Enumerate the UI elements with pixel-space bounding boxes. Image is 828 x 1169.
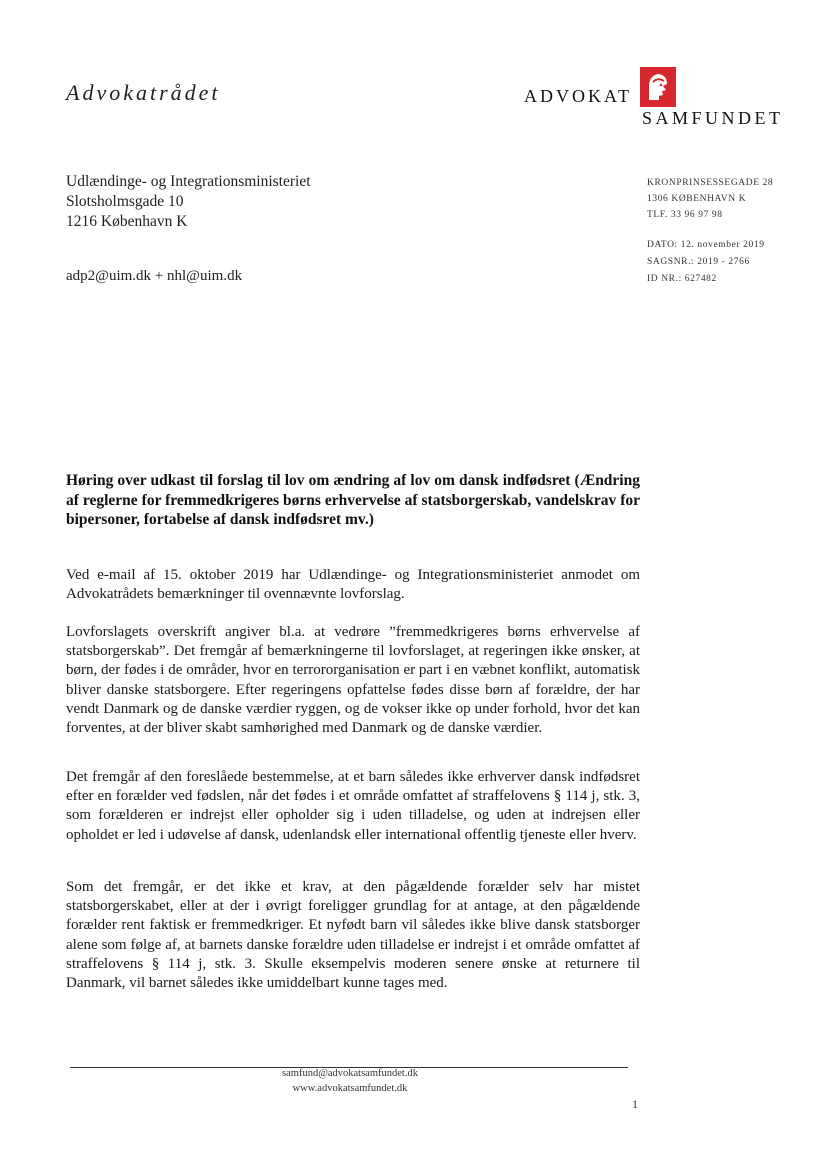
- sender-street: KRONPRINSESSEGADE 28: [647, 178, 774, 188]
- advokatsamfundet-logo-bottom: SAMFUNDET: [642, 108, 784, 128]
- page-number: 1: [632, 1097, 638, 1111]
- id-number: ID NR.: 627482: [647, 274, 717, 284]
- letter-date: DATO: 12. november 2019: [647, 240, 765, 250]
- recipient-email: adp2@uim.dk + nhl@uim.dk: [66, 268, 243, 284]
- paragraph-1: Ved e-mail af 15. oktober 2019 har Udlændinge- og Integrationsministeriet anmodet om Advokatrådets bemærkninger til ovennævnte lovforslag.: [66, 567, 640, 603]
- advokatraadet-logo-text: Advokatrådet: [66, 80, 221, 105]
- footer-website: www.advokatsamfundet.dk: [292, 1083, 408, 1094]
- letter-subject: Høring over udkast til forslag til lov om ændring af lov om dansk indfødsret (Ændring af reglerne for fremmedkrigeres børns erhvervelse af statsborgerskab, vandelskrav for bipersoner, fortabelse af dansk indfødsret mv.): [66, 472, 640, 528]
- case-number: SAGSNR.: 2019 - 2766: [647, 257, 750, 267]
- sender-phone: TLF. 33 96 97 98: [647, 210, 723, 220]
- paragraph-4: Som det fremgår, er det ikke et krav, at den pågældende forælder selv har mistet statsborgerskabet, eller at der i øvrigt foreligger grundlag for at antage, at den pågældende forælder rent faktisk er fremmedkriger. Et nyfødt barn vil således ikke blive dansk statsborger alene som følge af, at barnets danske forældre uden tilladelse er indrejst i et område omfattet af straffelovens § 114 j, stk. 3. Skulle eksempelvis moderen senere ønske at returnere til Danmark, vil barnet således ikke umiddelbart kunne tages med.: [66, 879, 640, 992]
- recipient-name: Udlændinge- og Integrationsministeriet: [66, 173, 311, 190]
- advokatsamfundet-logo-top: ADVOKAT: [524, 86, 632, 106]
- recipient-street: Slotsholmsgade 10: [66, 193, 184, 210]
- sender-city: 1306 KØBENHAVN K: [647, 194, 747, 204]
- paragraph-2: Lovforslagets overskrift angiver bl.a. at vedrøre ”fremmedkrigeres børns erhvervelse af statsborgerskab”. Det fremgår af bemærkningerne til lovforslaget, at regeringen ikke ønsker, at børn, der fødes i de områder, hvor en terrororganisation er part i en væbnet konflikt, automatisk bliver danske statsborgere. Efter regeringens opfattelse fødes disse børn af forældre, der har vendt Danmark og de danske værdier ryggen, og de vokser ikke op under forhold, hvor det kan forventes, at der bliver skabt samhørighed med Danmark og de danske værdier.: [66, 624, 640, 737]
- footer-email: samfund@advokatsamfundet.dk: [282, 1068, 418, 1079]
- recipient-city: 1216 København K: [66, 213, 188, 230]
- paragraph-3: Det fremgår af den foreslåede bestemmelse, at et barn således ikke erhverver dansk indfødsret efter en forælder ved fødslen, når det fødes i et område omfattet af straffelovens § 114 j, stk. 3, som forælderen er indrejst eller opholder sig i uden tilladelse, og uden at indrejsen eller opholdet er led i udøvelse af dansk, udenlandsk eller international offentlig tjeneste eller hverv.: [66, 769, 640, 843]
- advokatsamfundet-emblem-icon: [639, 66, 677, 108]
